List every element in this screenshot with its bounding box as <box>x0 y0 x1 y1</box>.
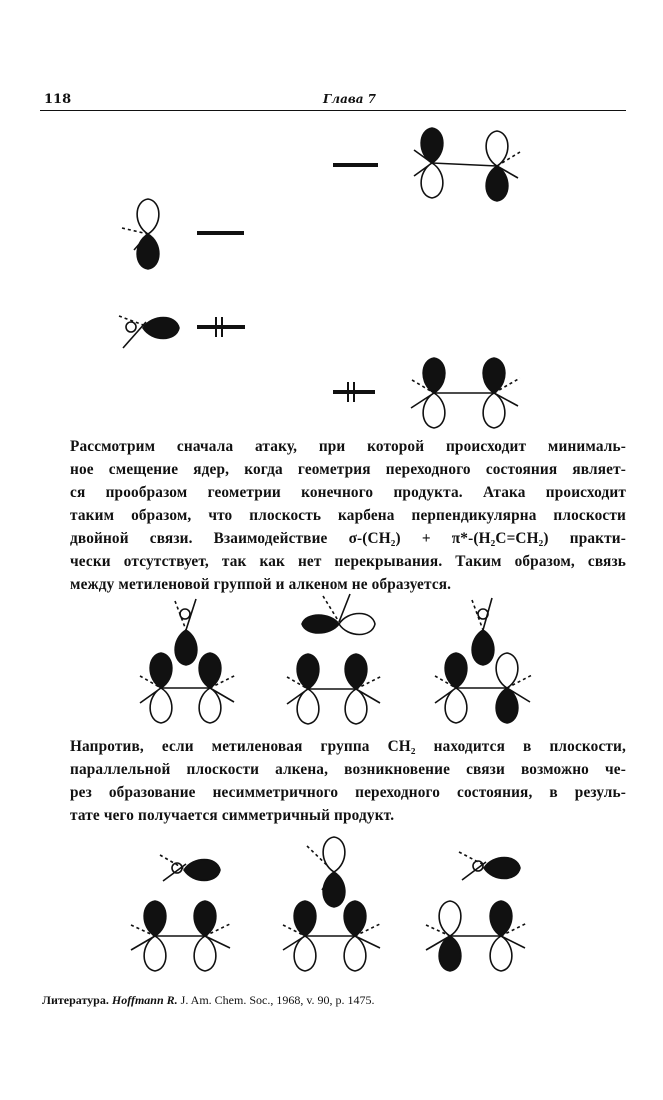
reference-citation: J. Am. Chem. Soc., 1968, v. 90, p. 1475. <box>180 993 375 1007</box>
carbene-p-orbital <box>122 199 159 269</box>
parallel-3 <box>426 852 527 971</box>
parallel-2 <box>283 837 382 971</box>
orbital-correlation-diagram <box>119 128 520 428</box>
text-line: ное смещение ядер, когда геометрия переходного состояния являет- <box>70 461 626 478</box>
text-line: двойной связи. Взаимодействие σ-(CH₂) + π*-(H₂C=CH₂) практи- <box>70 530 626 547</box>
approach-1 <box>140 599 236 723</box>
carbene-sigma-orbital <box>119 316 179 348</box>
pi-level <box>333 382 375 402</box>
text-line: Напротив, если метиленовая группа CH₂ находится в плоскости, <box>70 738 626 755</box>
carbene-sigma-level <box>197 317 245 337</box>
perpendicular-approach-row <box>140 594 532 724</box>
pi-orbital <box>411 358 520 428</box>
text-line: тате чего получается симметричный продукт. <box>70 807 395 824</box>
text-line: Рассмотрим сначала атаку, при которой происходит минималь- <box>70 438 626 455</box>
pi-star-orbital <box>414 128 520 201</box>
text-line: рез образование несимметричного переходного состояния, в резуль- <box>70 784 626 801</box>
parallel-approach-row <box>131 837 527 971</box>
reference-label: Литература. <box>42 993 109 1007</box>
chapter-title: Глава 7 <box>323 92 377 106</box>
text-line: чески отсутствует, так как нет перекрывания. Таким образом, связь <box>70 553 626 570</box>
text-line: таким образом, что плоскость карбена перпендикулярна плоскости <box>70 507 626 524</box>
reference-author: Hoffmann R. <box>111 993 178 1007</box>
paragraph-perpendicular-attack <box>70 435 626 596</box>
parallel-1 <box>131 855 232 971</box>
text-line: между метиленовой группой и алкеном не образуется. <box>70 576 452 593</box>
approach-2 <box>287 594 382 724</box>
text-line: ся прообразом геометрии конечного продукта. Атака происходит <box>70 484 626 501</box>
approach-3 <box>435 598 532 723</box>
reference-line <box>42 993 375 1008</box>
paragraph-parallel-attack <box>70 735 626 827</box>
text-line: параллельной плоскости алкена, возникновение связи возможно че- <box>70 761 626 778</box>
page-number: 118 <box>44 92 72 107</box>
